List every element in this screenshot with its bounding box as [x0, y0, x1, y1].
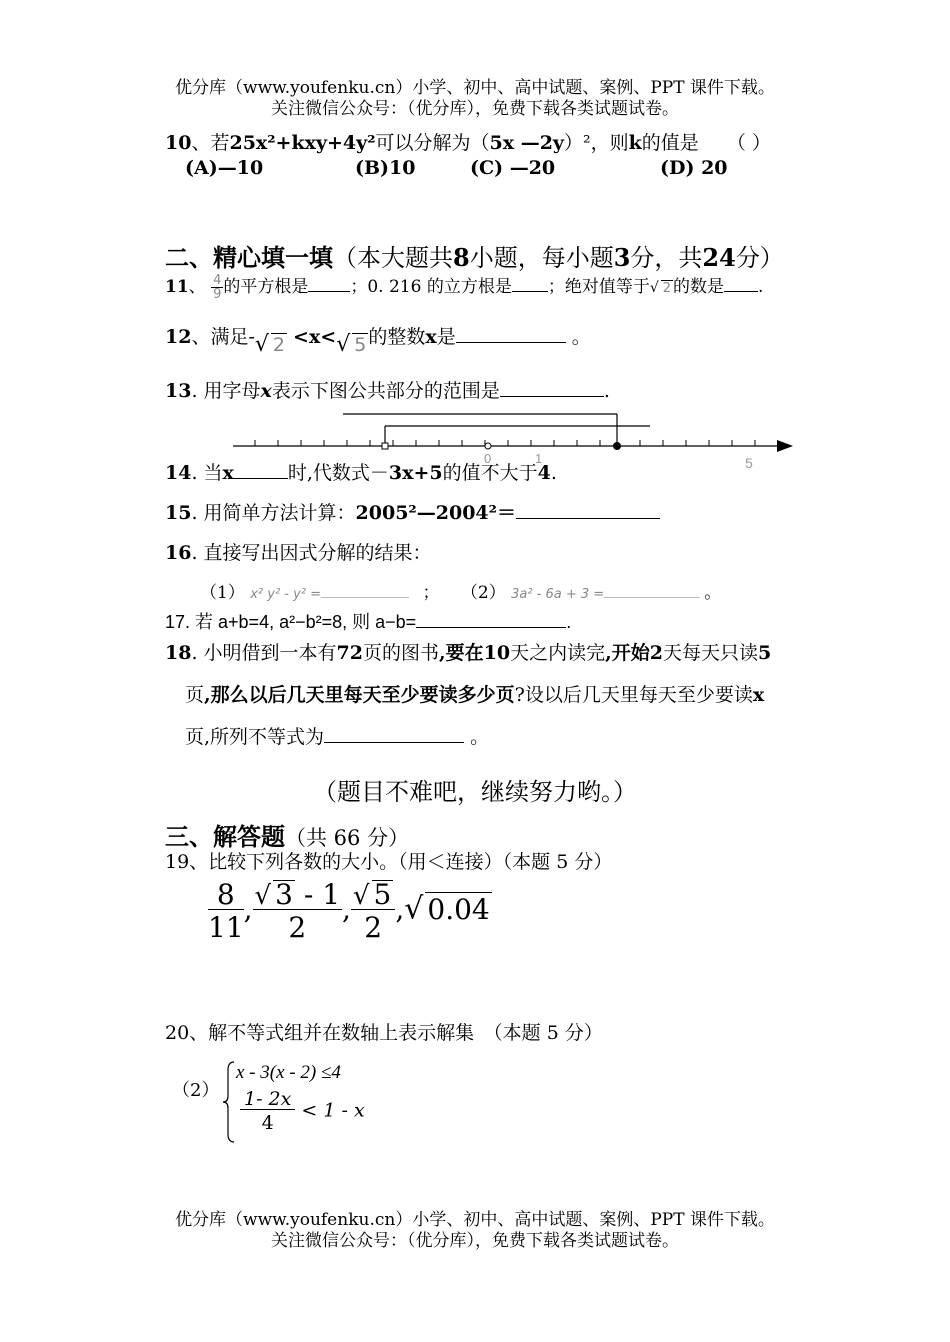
system-brace-icon [222, 1060, 236, 1144]
header-line-2: 关注微信公众号：（优分库），免费下载各类试题试卷。 [271, 99, 679, 119]
question-12: 12、满足-√ 2 <x<√ 5 的整数x是 。 [165, 326, 591, 357]
q10-option-a: (A)—10 [185, 157, 264, 179]
sqrt-0.04: 0.04 [427, 892, 490, 926]
q10-option-c: (C) —20 [470, 157, 556, 179]
blank-11c[interactable] [724, 275, 758, 292]
q20-part-label: （2） [172, 1080, 220, 1101]
question-20: 20、解不等式组并在数轴上表示解集 （本题 5 分） [165, 1022, 603, 1044]
question-18-line-3: 页,所列不等式为 。 [185, 726, 490, 748]
blank-15[interactable] [516, 502, 660, 519]
answer-paren: （ ） [726, 132, 771, 154]
question-19: 19、比较下列各数的大小。（用＜连接）（本题 5 分） [165, 851, 613, 873]
question-18-line-2: 页,那么以后几天里每天至少要读多少页?设以后几天里每天至少要读x [185, 684, 765, 706]
blank-13[interactable] [500, 380, 604, 397]
footer-line-2: 关注微信公众号：（优分库），免费下载各类试题试卷。 [271, 1231, 679, 1251]
q19-expressions: $\frac{8}{11}$ , $\frac{√ 3 - 1}{2}$ , $\frac{√ 5}{2}$ ,√ 0.04 [208, 877, 490, 944]
question-16-parts: （1） x² y² - y² = ； （2） 3a² - 6a + 3 = 。 [200, 583, 722, 603]
section-3-heading: 三、解答题（共 66 分） [165, 822, 410, 851]
fraction-8-11: $\frac{8}{11}$ [208, 877, 244, 944]
open-point-icon [382, 443, 388, 449]
q20-inequality-2: $\frac{1- 2x}{4}$ < 1 - x [240, 1090, 365, 1133]
q20-inequality-1: x - 3(x - 2) ≤4 [236, 1062, 341, 1083]
question-18: 18. 小明借到一本有72页的图书,要在10天之内读完,开始2天每天只读5 [165, 642, 772, 664]
origin-point-icon [485, 443, 491, 449]
axis-label-1: 1 [535, 451, 543, 466]
footer-line-1: 优分库（www.youfenku.cn）小学、初中、高中试题、案例、PPT 课件下载。 [175, 1210, 775, 1230]
fraction-sqrt3-minus-1-over-2: $\frac{√ 3 - 1}{2}$ [254, 878, 341, 944]
question-15: 15. 用简单方法计算：2005²—2004²＝ [165, 498, 660, 525]
q10-option-d: (D) 20 [660, 157, 728, 179]
q10-option-b: (B)10 [355, 157, 416, 179]
blank-11a[interactable] [308, 275, 350, 292]
question-14: 14. 当x 时,代数式－3x+5的值不大于4. [165, 462, 557, 484]
question-16: 16. 直接写出因式分解的结果： [165, 542, 432, 564]
blank-12[interactable] [456, 326, 566, 343]
axis-arrow-icon [777, 440, 793, 452]
axis-label-0: 0 [484, 451, 492, 466]
blank-16b[interactable] [604, 581, 700, 598]
blank-17[interactable] [416, 611, 566, 628]
closed-point-icon [613, 442, 621, 450]
blank-18[interactable] [324, 726, 464, 743]
encouragement-text: （题目不难吧，继续努力哟。） [313, 778, 637, 806]
section-2-heading: 二、精心填一填（本大题共8小题，每小题3分，共24分） [165, 243, 784, 272]
blank-16a[interactable] [321, 581, 409, 598]
question-11: 11、 $\frac{4}{9}$ 的平方根是 ；0. 216 的立方根是 ；绝对值等于√ 2 的数是 . [165, 273, 764, 302]
question-13: 13. 用字母x表示下图公共部分的范围是 . [165, 380, 610, 402]
header-line-1: 优分库（www.youfenku.cn）小学、初中、高中试题、案例、PPT 课件下载。 [175, 78, 775, 98]
blank-11b[interactable] [512, 275, 548, 292]
question-10: 10、若25x²+kxy+4y²可以分解为（5x —2y）²，则k的值是 （ ） [165, 132, 771, 154]
fraction-sqrt5-over-2: $\frac{√ 5}{2}$ [351, 880, 395, 942]
fraction-4-9: $\frac{4}{9}$ [213, 273, 222, 302]
question-17: 17. 若 a+b=4, a²−b²=8, 则 a−b= . [165, 612, 572, 632]
blank-14[interactable] [234, 462, 288, 479]
axis-label-5: 5 [745, 455, 753, 471]
